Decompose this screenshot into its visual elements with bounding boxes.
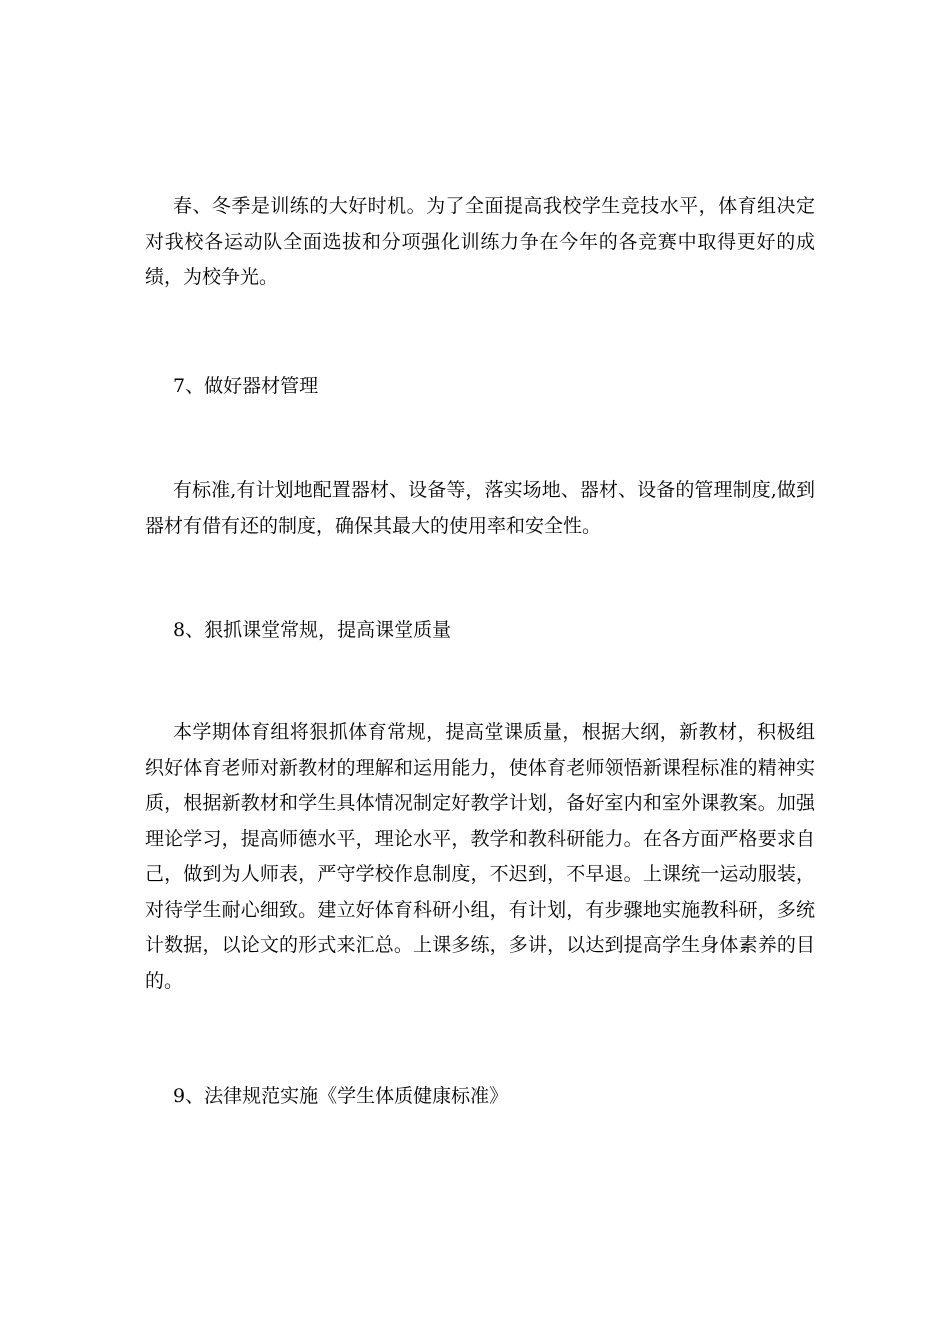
body-paragraph-equipment: 有标准,有计划地配置器材、设备等，落实场地、器材、设备的管理制度,做到器材有借有还的制度，确保其最大的使用率和安全性。 [145, 479, 815, 537]
section-heading-8: 8、狠抓课堂常规，提高课堂质量 [173, 619, 452, 641]
body-paragraph-training: 春、冬季是训练的大好时机。为了全面提高我校学生竞技水平，体育组决定对我校各运动队全面选拔和分项强化训练力争在今年的各竞赛中取得更好的成绩，为校争光。 [145, 195, 815, 288]
section-heading-9: 9、法律规范实施《学生体质健康标准》 [173, 1085, 509, 1107]
section-heading-7: 7、做好器材管理 [173, 375, 319, 397]
body-paragraph-classroom: 本学期体育组将狠抓体育常规，提高堂课质量，根据大纲，新教材，积极组织好体育老师对新教材的理解和运用能力，使体育老师领悟新课程标准的精神实质，根据新教材和学生具体情况制定好教学计划，备好室内和室外课教案。加强理论学习，提高师德水平，理论水平，教学和教科研能力。在各方面严格要求自己，做到为人师表，严守学校作息制度，不迟到，不早退。上课统一运动服装，对待学生耐心细致。建立好体育科研小组，有计划，有步骤地实施教科研，多统计数据，以论文的形式来汇总。上课多练，多讲，以达到提高学生身体素养的目的。 [145, 721, 815, 992]
